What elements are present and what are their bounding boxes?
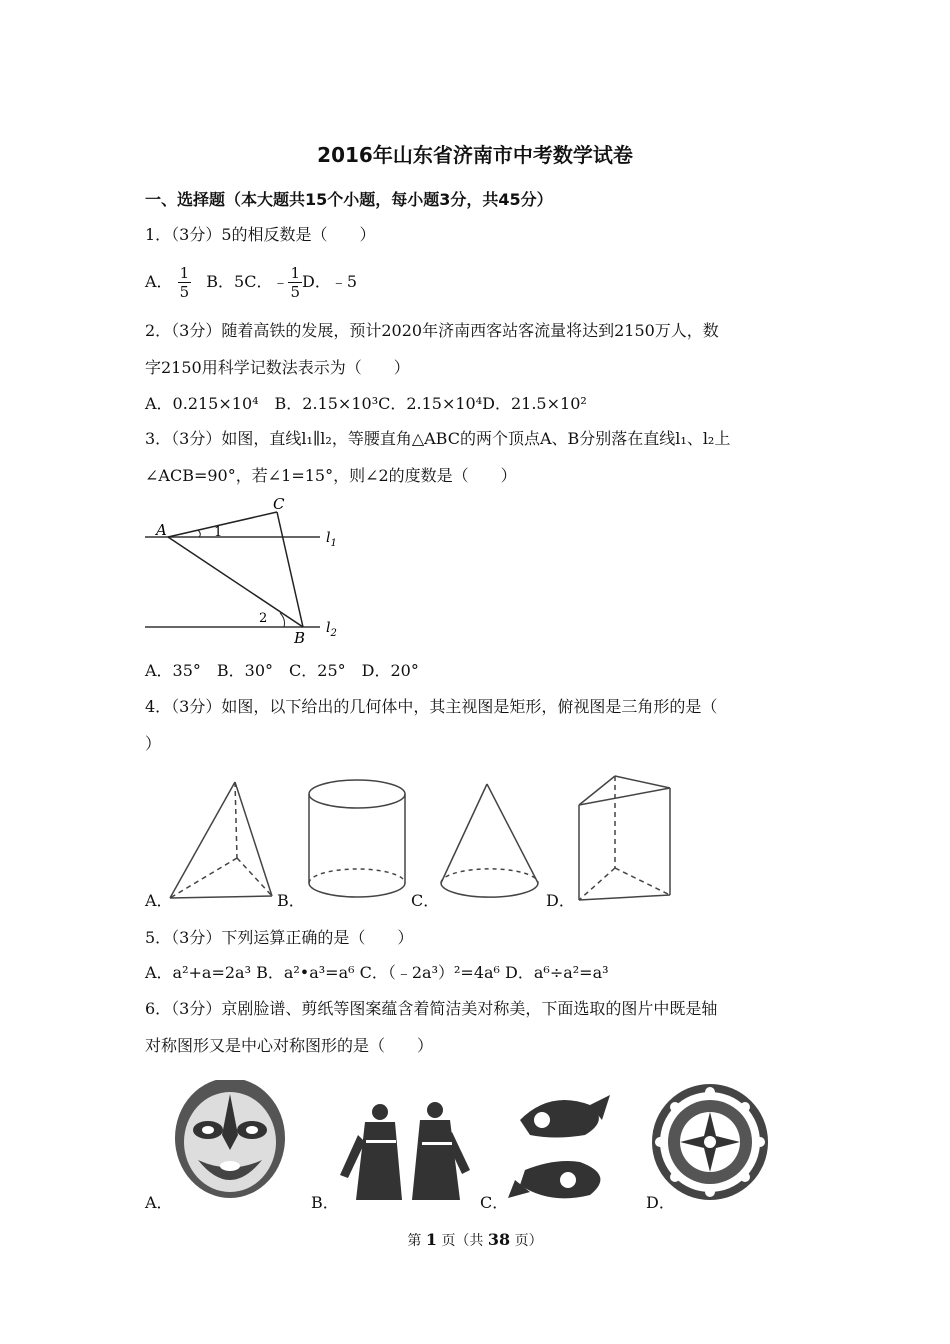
side-ab — [168, 537, 303, 627]
question-6-line2: 对称图形又是中心对称图形的是（ ） — [145, 1036, 434, 1055]
question-6-line1: 6．（3分）京剧脸谱、剪纸等图案蕴含着简洁美对称美，下面选取的图片中既是轴 — [145, 999, 718, 1018]
fraction-one-fifth: $\frac{1}{5}$ — [179, 264, 190, 301]
question-4-line2: ） — [145, 734, 162, 753]
pyramid-shape — [170, 782, 272, 898]
figure-label-d: D． — [546, 891, 575, 910]
angle-1-label: 1 — [214, 525, 223, 540]
vertex-a-label: A — [156, 521, 167, 539]
figure-label-a: A． — [145, 891, 173, 910]
angle-2-label: 2 — [259, 611, 268, 626]
option-bc-text: B．5C．﹣ — [206, 272, 289, 291]
picture-label-b: B． — [311, 1193, 339, 1212]
cone-shape — [441, 784, 538, 897]
opera-mask-image — [175, 1080, 285, 1198]
snowflake-pattern-image — [652, 1084, 768, 1200]
current-page-number: 1 — [425, 1230, 437, 1249]
question-4-line1: 4．（3分）如图，以下给出的几何体中，其主视图是矩形，俯视图是三角形的是（ — [145, 697, 718, 716]
question-2-options: A．0.215×10⁴ B．2.15×10³C．2.15×10⁴D．21.5×10² — [145, 394, 587, 413]
question-5-stem: 5．（3分）下列运算正确的是（ ） — [145, 928, 414, 947]
cylinder-shape — [309, 780, 405, 897]
figure-label-b: B． — [277, 891, 305, 910]
picture-label-a: A． — [145, 1193, 173, 1212]
question-3-line2: ∠ACB=90°，若∠1=15°，则∠2的度数是（ ） — [145, 466, 517, 485]
vertex-c-label: C — [273, 495, 285, 513]
question-2-line2: 字2150用科学记数法表示为（ ） — [145, 358, 410, 377]
line-l2-label: $l_2$ — [326, 620, 337, 639]
question-4-figures — [160, 770, 700, 910]
paper-cut-figures-image — [340, 1102, 470, 1200]
option-d-text: D．﹣5 — [302, 272, 358, 291]
question-6-figures — [170, 1080, 780, 1210]
option-a-label: A． — [145, 272, 173, 291]
question-3-line1: 3．（3分）如图，直线l₁∥l₂，等腰直角△ABC的两个顶点A、B分别落在直线l₁、l₂上 — [145, 429, 731, 448]
vertex-b-label: B — [294, 629, 306, 645]
question-5-options: A．a²+a=2a³ B．a²•a³=a⁶ C．（﹣2a³）²=4a⁶ D．a⁶÷a²=a³ — [145, 963, 609, 982]
side-ac — [168, 512, 277, 537]
question-3-options: A．35° B．30° C．25° D．20° — [145, 661, 419, 680]
paper-cut-fish-image — [508, 1095, 610, 1198]
figure-label-c: C． — [411, 891, 440, 910]
page-footer: 第 1 页（共 38 页） — [407, 1230, 543, 1249]
angle-1-arc — [198, 530, 200, 537]
total-pages-number: 38 — [487, 1230, 511, 1249]
question-3-figure — [140, 495, 350, 645]
section-heading: 一、选择题（本大题共15个小题，每小题3分，共45分） — [145, 190, 553, 209]
line-l1-label: $l_1$ — [326, 530, 337, 549]
side-cb — [277, 512, 303, 627]
question-2-line1: 2．（3分）随着高铁的发展，预计2020年济南西客站客流量将达到2150万人，数 — [145, 321, 719, 340]
prism-shape — [579, 776, 670, 900]
question-1-options — [145, 263, 357, 301]
paper-title: 2016年山东省济南市中考数学试卷 — [317, 143, 633, 167]
fraction-one-fifth-neg: $\frac{1}{5}$ — [290, 264, 301, 301]
question-1-stem: 1．（3分）5的相反数是（ ） — [145, 225, 376, 244]
picture-label-d: D． — [646, 1193, 675, 1212]
picture-label-c: C． — [480, 1193, 509, 1212]
